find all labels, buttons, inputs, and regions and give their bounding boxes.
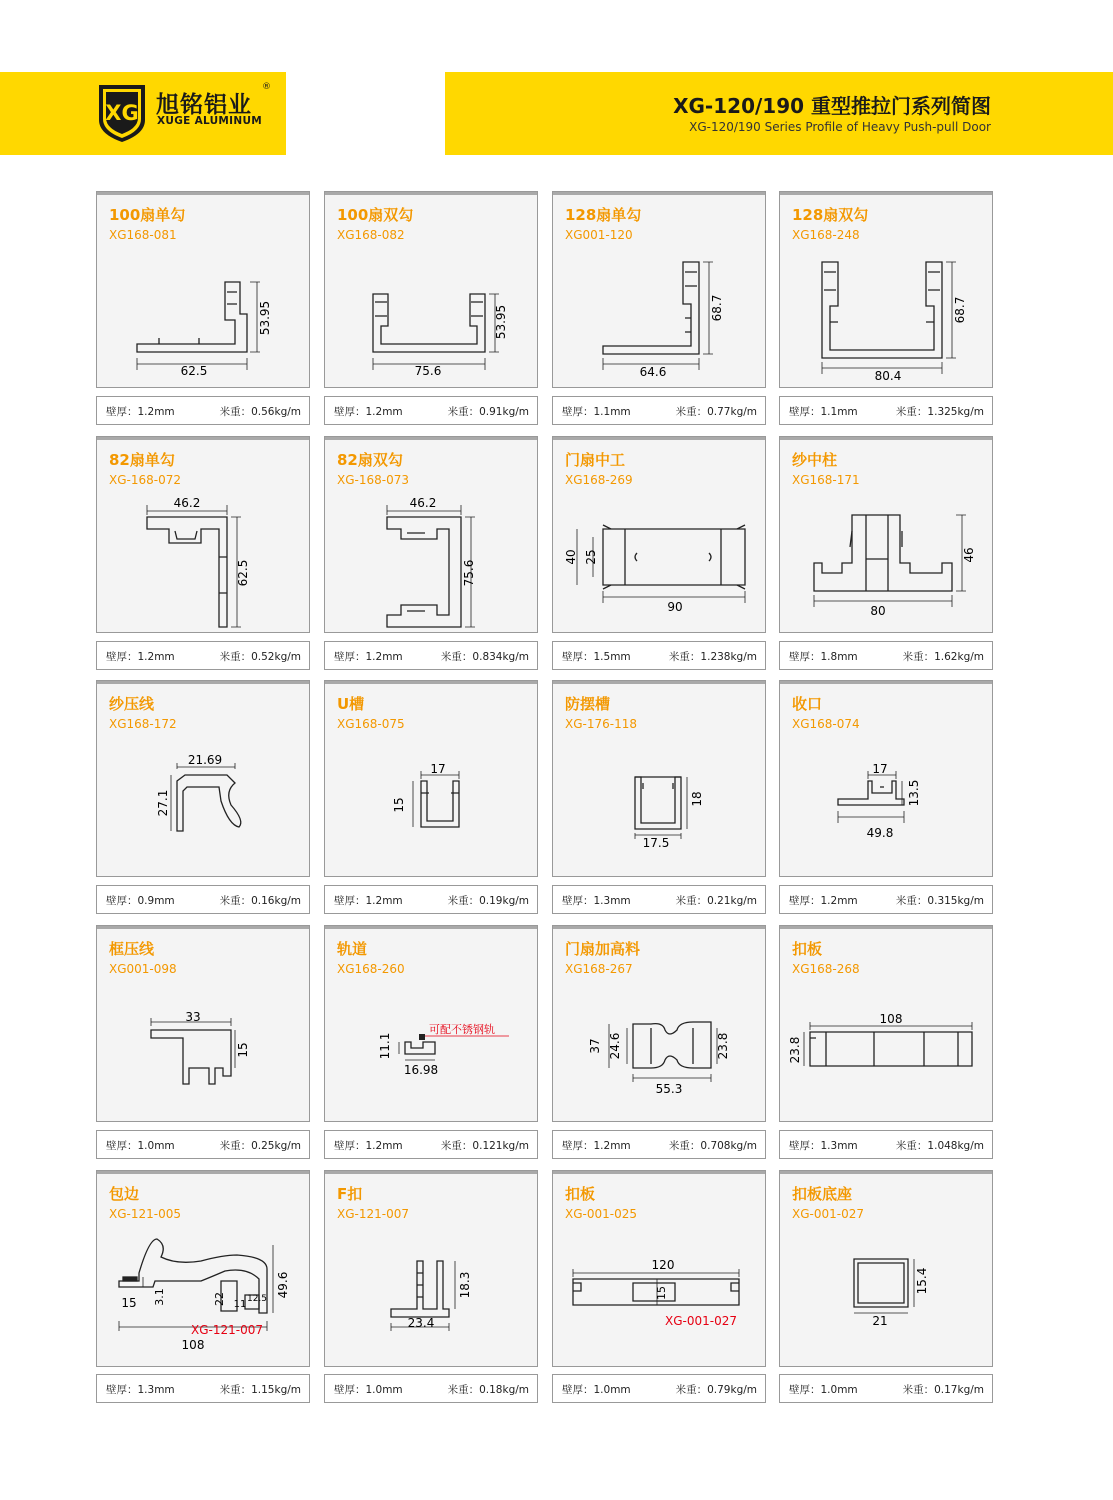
profile-drawing xyxy=(325,731,537,876)
product-name: 扣板底座 xyxy=(792,1185,853,1203)
product-card xyxy=(779,925,993,1122)
profile-drawing xyxy=(553,487,765,632)
meter-weight: 米重：0.18kg/m xyxy=(447,1384,529,1396)
spec-row xyxy=(96,1130,310,1159)
product-name: U槽 xyxy=(337,695,365,713)
meter-weight: 米重：0.121kg/m xyxy=(440,1140,529,1152)
wall-thickness: 壁厚：1.1mm xyxy=(789,406,858,418)
meter-weight: 米重：1.325kg/m xyxy=(895,406,984,418)
product-code: XG-168-072 xyxy=(109,473,181,487)
spec-row xyxy=(552,885,766,914)
dimension-label: 23.8 xyxy=(788,1036,802,1064)
dimension-label: 40 xyxy=(564,549,578,565)
product-code: XG001-120 xyxy=(565,228,633,242)
product-card xyxy=(324,680,538,877)
profile-drawing xyxy=(97,976,309,1121)
wall-thickness: 壁厚：1.1mm xyxy=(562,406,631,418)
spec-row xyxy=(779,885,993,914)
dimension-label: 25 xyxy=(584,549,598,565)
dimension-label: 49.8 xyxy=(866,826,894,840)
dimension-label: 22 xyxy=(213,1292,226,1306)
product-card xyxy=(324,191,538,388)
meter-weight: 米重：0.315kg/m xyxy=(895,895,984,907)
dimension-label: 33 xyxy=(185,1010,201,1024)
spec-row xyxy=(324,1374,538,1403)
product-card xyxy=(324,1170,538,1367)
page-subtitle: XG-120/190 Series Profile of Heavy Push-pull Door xyxy=(689,120,991,134)
product-name: 防摆槽 xyxy=(565,695,611,713)
meter-weight: 米重：0.16kg/m xyxy=(219,895,301,907)
meter-weight: 米重：0.708kg/m xyxy=(668,1140,757,1152)
product-code: XG168-269 xyxy=(565,473,633,487)
product-name: 82扇单勾 xyxy=(109,451,175,469)
product-card xyxy=(96,925,310,1122)
profile-drawing xyxy=(325,487,537,632)
dimension-label: 17 xyxy=(430,762,446,776)
spec-row xyxy=(779,641,993,670)
dimension-label: 23.4 xyxy=(407,1316,435,1330)
wall-thickness: 壁厚：1.3mm xyxy=(789,1140,858,1152)
product-name: 100扇双勾 xyxy=(337,206,414,224)
profile-drawing xyxy=(97,487,309,632)
product-card xyxy=(552,925,766,1122)
product-code: XG-001-025 xyxy=(565,1207,637,1221)
meter-weight: 米重：0.834kg/m xyxy=(440,651,529,663)
meter-weight: 米重：0.25kg/m xyxy=(219,1140,301,1152)
page-title: XG-120/190 重型推拉门系列简图 xyxy=(673,94,991,118)
spec-row xyxy=(324,641,538,670)
dimension-label: 46.2 xyxy=(173,496,201,510)
dimension-label: 11 xyxy=(233,1299,247,1310)
meter-weight: 米重：0.17kg/m xyxy=(902,1384,984,1396)
product-card xyxy=(552,1170,766,1367)
product-code: XG168-082 xyxy=(337,228,405,242)
wall-thickness: 壁厚：1.2mm xyxy=(334,651,403,663)
profile-drawing xyxy=(780,731,992,876)
profile-drawing xyxy=(325,242,537,387)
meter-weight: 米重：0.19kg/m xyxy=(447,895,529,907)
profile-drawing xyxy=(553,976,765,1121)
product-card xyxy=(552,191,766,388)
dimension-label: 80.4 xyxy=(874,369,902,383)
dimension-label: 13.5 xyxy=(907,779,921,807)
wall-thickness: 壁厚：1.8mm xyxy=(789,651,858,663)
product-name: 82扇双勾 xyxy=(337,451,403,469)
wall-thickness: 壁厚：1.0mm xyxy=(789,1384,858,1396)
dimension-label: 68.7 xyxy=(953,296,967,324)
dimension-label: 15.4 xyxy=(915,1267,929,1295)
dimension-label: 46 xyxy=(962,547,976,563)
profile-drawing xyxy=(97,242,309,387)
spec-row xyxy=(779,396,993,425)
product-code: XG168-075 xyxy=(337,717,405,731)
dimension-label: 21 xyxy=(872,1314,888,1328)
dimension-label: 62.5 xyxy=(236,559,250,587)
wall-thickness: 壁厚：1.2mm xyxy=(106,651,175,663)
profile-drawing xyxy=(553,731,765,876)
dimension-label: 21.69 xyxy=(187,753,223,767)
wall-thickness: 壁厚：1.2mm xyxy=(106,406,175,418)
product-card xyxy=(96,1170,310,1367)
product-card xyxy=(96,436,310,633)
spec-row xyxy=(96,1374,310,1403)
spec-row xyxy=(779,1130,993,1159)
wall-thickness: 壁厚：1.2mm xyxy=(334,406,403,418)
wall-thickness: 壁厚：1.2mm xyxy=(334,1140,403,1152)
rail-note: 可配不锈钢轨 xyxy=(429,1023,495,1036)
logo-english-name: XUGE ALUMINUM xyxy=(157,115,263,127)
dimension-label: 49.6 xyxy=(276,1271,290,1299)
spec-row xyxy=(96,396,310,425)
dimension-label: 120 xyxy=(651,1258,675,1272)
product-name: 纱压线 xyxy=(109,695,155,713)
profile-drawing xyxy=(780,976,992,1121)
logo-emblem-icon xyxy=(96,82,148,144)
dimension-label: 46.2 xyxy=(409,496,437,510)
spec-row xyxy=(552,1130,766,1159)
product-card xyxy=(552,680,766,877)
spec-row xyxy=(324,885,538,914)
registered-mark: ® xyxy=(262,82,271,92)
wall-thickness: 壁厚：1.0mm xyxy=(106,1140,175,1152)
meter-weight: 米重：0.77kg/m xyxy=(675,406,757,418)
wall-thickness: 壁厚：1.2mm xyxy=(334,895,403,907)
product-code: XG-121-007 xyxy=(337,1207,409,1221)
product-name: 门扇加高料 xyxy=(565,940,641,958)
wall-thickness: 壁厚：1.2mm xyxy=(789,895,858,907)
spec-row xyxy=(324,1130,538,1159)
dimension-label: 75.6 xyxy=(414,364,442,378)
product-code: XG168-248 xyxy=(792,228,860,242)
meter-weight: 米重：1.15kg/m xyxy=(219,1384,301,1396)
product-name: 128扇单勾 xyxy=(565,206,642,224)
profile-drawing xyxy=(780,1221,992,1366)
product-card xyxy=(324,436,538,633)
dimension-label: 3.1 xyxy=(153,1288,166,1306)
related-code-note: XG-121-007 xyxy=(191,1323,263,1337)
product-card xyxy=(779,1170,993,1367)
spec-row xyxy=(324,396,538,425)
product-code: XG168-081 xyxy=(109,228,177,242)
product-code: XG001-098 xyxy=(109,962,177,976)
wall-thickness: 壁厚：1.2mm xyxy=(562,1140,631,1152)
meter-weight: 米重：1.238kg/m xyxy=(668,651,757,663)
dimension-label: 15 xyxy=(655,1286,668,1300)
product-code: XG168-268 xyxy=(792,962,860,976)
meter-weight: 米重：0.79kg/m xyxy=(675,1384,757,1396)
product-name: 扣板 xyxy=(565,1185,596,1203)
product-code: XG-176-118 xyxy=(565,717,637,731)
dimension-label: 75.6 xyxy=(462,559,476,587)
dimension-label: 23.8 xyxy=(716,1032,730,1060)
product-card xyxy=(779,436,993,633)
profile-drawing xyxy=(325,1221,537,1366)
dimension-label: 15 xyxy=(121,1296,137,1310)
product-card xyxy=(779,680,993,877)
profile-drawing xyxy=(97,731,309,876)
dimension-label: 17 xyxy=(872,762,888,776)
dimension-label: 53.95 xyxy=(258,300,272,336)
logo-mark: XG xyxy=(105,101,139,125)
profile-drawing xyxy=(97,1221,309,1366)
product-name: 扣板 xyxy=(792,940,823,958)
spec-row xyxy=(96,885,310,914)
profile-drawing xyxy=(325,976,537,1121)
dimension-label: 12.5 xyxy=(246,1294,268,1304)
dimension-label: 17.5 xyxy=(642,836,670,850)
product-code: XG168-172 xyxy=(109,717,177,731)
wall-thickness: 壁厚：1.0mm xyxy=(562,1384,631,1396)
product-name: 100扇单勾 xyxy=(109,206,186,224)
dimension-label: 37 xyxy=(588,1038,602,1054)
profile-drawing xyxy=(553,242,765,387)
dimension-label: 15 xyxy=(236,1042,250,1058)
product-card xyxy=(96,191,310,388)
dimension-label: 18 xyxy=(690,791,704,807)
meter-weight: 米重：0.52kg/m xyxy=(219,651,301,663)
product-card xyxy=(96,680,310,877)
meter-weight: 米重：0.56kg/m xyxy=(219,406,301,418)
steel-rail-dot xyxy=(419,1034,425,1040)
profile-drawing xyxy=(780,242,992,387)
profile-drawing xyxy=(553,1221,765,1366)
wall-thickness: 壁厚：0.9mm xyxy=(106,895,175,907)
product-code: XG-121-005 xyxy=(109,1207,181,1221)
wall-thickness: 壁厚：1.5mm xyxy=(562,651,631,663)
product-code: XG-001-027 xyxy=(792,1207,864,1221)
spec-row xyxy=(552,1374,766,1403)
meter-weight: 米重：0.91kg/m xyxy=(447,406,529,418)
dimension-label: 90 xyxy=(667,600,683,614)
product-name: 框压线 xyxy=(109,940,155,958)
product-card xyxy=(779,191,993,388)
dimension-label: 55.3 xyxy=(655,1082,683,1096)
product-name: 包边 xyxy=(109,1185,140,1203)
dimension-label: 68.7 xyxy=(710,294,724,322)
spec-row xyxy=(552,396,766,425)
dimension-label: 15 xyxy=(392,797,406,813)
meter-weight: 米重：0.21kg/m xyxy=(675,895,757,907)
product-name: 128扇双勾 xyxy=(792,206,869,224)
related-code-note: XG-001-027 xyxy=(665,1314,737,1328)
dimension-label: 108 xyxy=(181,1338,205,1352)
meter-weight: 米重：1.048kg/m xyxy=(895,1140,984,1152)
product-code: XG168-171 xyxy=(792,473,860,487)
dimension-label: 80 xyxy=(870,604,886,618)
wall-thickness: 壁厚：1.3mm xyxy=(106,1384,175,1396)
dimension-label: 53.95 xyxy=(494,304,508,340)
logo-chinese-name: 旭铭铝业 xyxy=(156,92,252,118)
dimension-label: 11.1 xyxy=(378,1032,392,1060)
product-name: 门扇中工 xyxy=(565,451,626,469)
product-name: F扣 xyxy=(337,1185,363,1203)
wall-thickness: 壁厚：1.0mm xyxy=(334,1384,403,1396)
dimension-label: 18.3 xyxy=(458,1271,472,1299)
product-code: XG168-260 xyxy=(337,962,405,976)
spec-row xyxy=(779,1374,993,1403)
dimension-label: 62.5 xyxy=(180,364,208,378)
profile-drawing xyxy=(780,487,992,632)
dimension-label: 16.98 xyxy=(403,1063,439,1077)
product-card xyxy=(552,436,766,633)
product-code: XG168-267 xyxy=(565,962,633,976)
product-code: XG168-074 xyxy=(792,717,860,731)
product-name: 轨道 xyxy=(337,940,368,958)
dimension-label: 24.6 xyxy=(608,1032,622,1060)
product-name: 纱中柱 xyxy=(792,451,838,469)
product-code: XG-168-073 xyxy=(337,473,409,487)
dimension-label: 64.6 xyxy=(639,365,667,379)
product-name: 收口 xyxy=(792,695,823,713)
product-card xyxy=(324,925,538,1122)
meter-weight: 米重：1.62kg/m xyxy=(902,651,984,663)
spec-row xyxy=(552,641,766,670)
wall-thickness: 壁厚：1.3mm xyxy=(562,895,631,907)
spec-row xyxy=(96,641,310,670)
dimension-label: 27.1 xyxy=(156,789,170,817)
dimension-label: 108 xyxy=(879,1012,903,1026)
